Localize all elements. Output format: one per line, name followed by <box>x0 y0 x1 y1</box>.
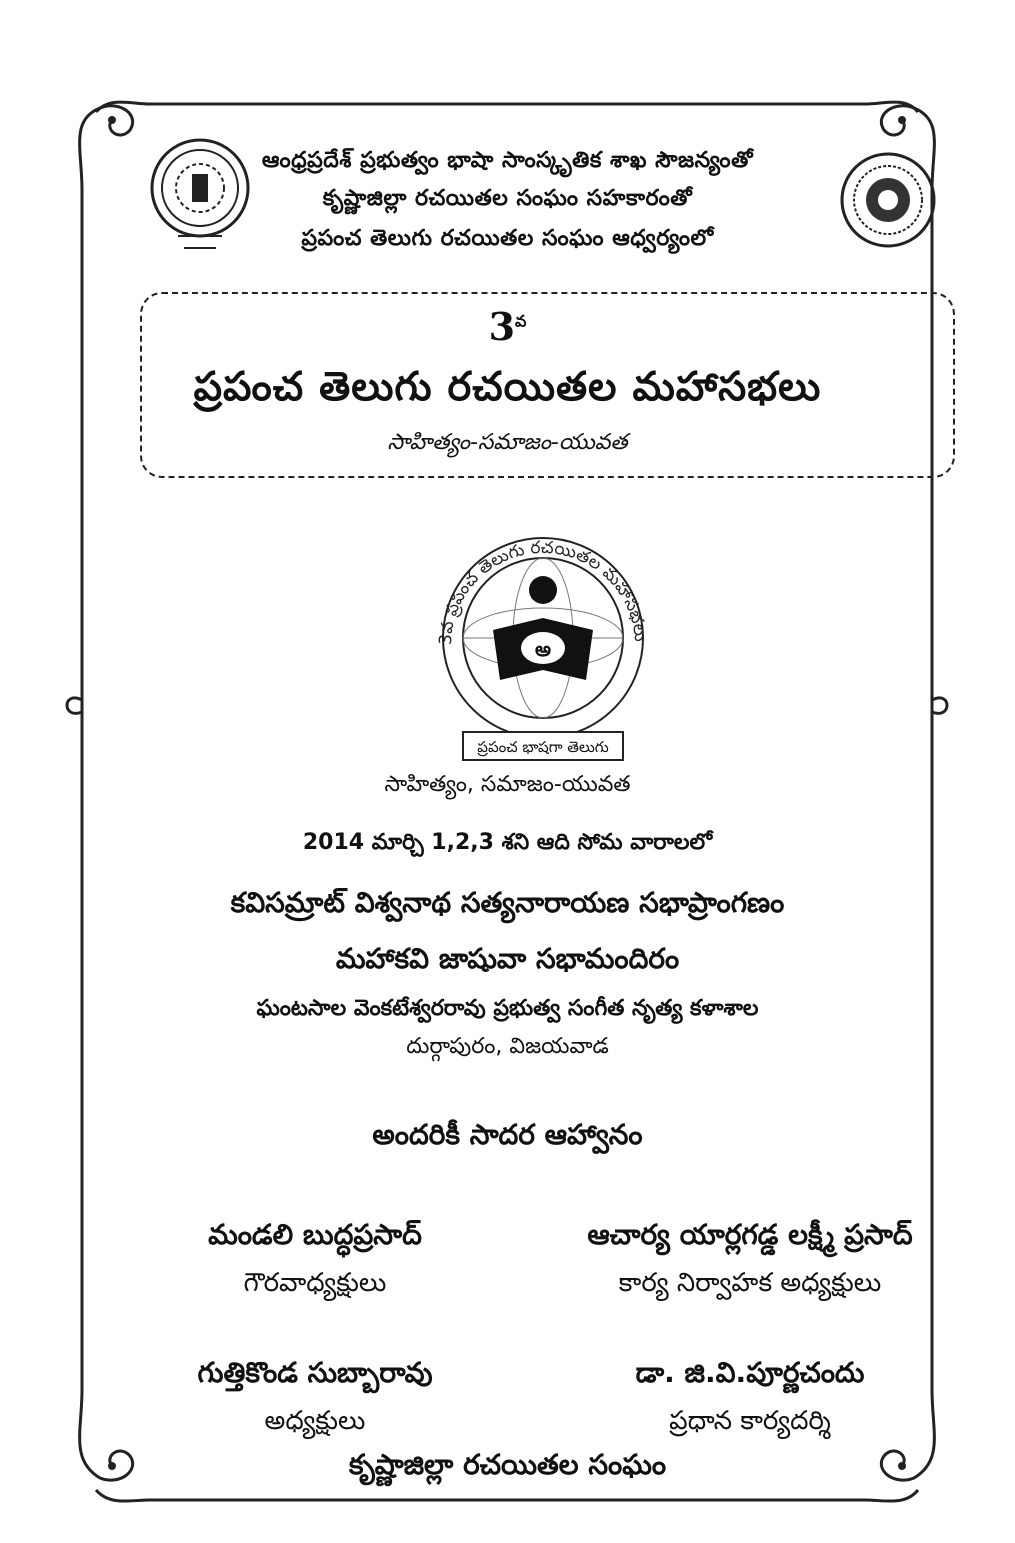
header-line-2: కృష్ణాజిల్లా రచయితల సంఘం సహకారంతో <box>322 186 693 211</box>
header-line-3: ప్రపంచ తెలుగు రచయితల సంఘం ఆధ్వర్యంలో <box>301 226 714 251</box>
organizer-2 <box>540 1218 960 1304</box>
organizer-4 <box>560 1356 940 1442</box>
organizer-name: మండలి బుద్ధప్రసాద్ <box>208 1218 422 1251</box>
main-title: ప్రపంచ తెలుగు రచయితల మహాసభలు <box>193 364 822 410</box>
organizer-3 <box>150 1356 480 1442</box>
organizer-role: గౌరవాధ్యక్షులు <box>243 1268 387 1298</box>
event-date: 2014 మార్చి 1,2,3 శని ఆది సోమ వారాలలో <box>302 830 713 855</box>
organizer-role: కార్య నిర్వాహక అధ్యక్షులు <box>618 1268 882 1298</box>
edition-suffix: వ <box>515 311 527 331</box>
organizer-name: ఆచార్య యార్లగడ్డ లక్ష్మీ ప్రసాద్ <box>587 1218 913 1251</box>
venue-line-3: ఘంటసాల వెంకటేశ్వరరావు ప్రభుత్వ సంగీత నృత్య కళాశాల <box>256 996 759 1021</box>
venue-line-4: దుర్గాపురం, విజయవాడ <box>406 1034 609 1059</box>
title-theme: సాహిత్యం-సమాజం-యువత <box>387 430 628 455</box>
logo-banner-text: ప్రపంచ భాషగా తెలుగు <box>477 738 609 756</box>
theme-caption: సాహిత్యం, సమాజం-యువత <box>384 772 631 797</box>
organizer-1 <box>150 1218 480 1304</box>
edition-digit: 3 <box>488 304 516 349</box>
organizer-name: డా. జి.వి.పూర్ణచందు <box>635 1356 865 1389</box>
footer-organization: కృష్ణాజిల్లా రచయితల సంఘం <box>348 1448 667 1481</box>
header-line-1: ఆంధ్రప్రదేశ్ ప్రభుత్వం భాషా సాంస్కృతిక శాఖ సౌజన్యంతో <box>261 148 754 173</box>
edition-number <box>0 304 1015 349</box>
organizer-name: గుత్తికొండ సుబ్బారావు <box>197 1356 433 1389</box>
organizer-role: ప్రధాన కార్యదర్శి <box>669 1406 831 1436</box>
venue-line-2: మహాకవి జాషువా సభామందిరం <box>335 942 680 975</box>
logo-ring-text: 3వ ప్రపంచ తెలుగు రచయితల మహాసభలు <box>435 537 651 646</box>
venue-line-1: కవిసమ్రాట్ విశ్వనాథ సత్యనారాయణ సభాప్రాంగణం <box>230 886 785 919</box>
welcome-message: అందరికీ సాదర ఆహ్వానం <box>372 1118 643 1151</box>
conference-logo <box>418 520 668 770</box>
logo-center-letter: అ <box>535 637 551 661</box>
organizer-role: అధ్యక్షులు <box>264 1406 366 1436</box>
